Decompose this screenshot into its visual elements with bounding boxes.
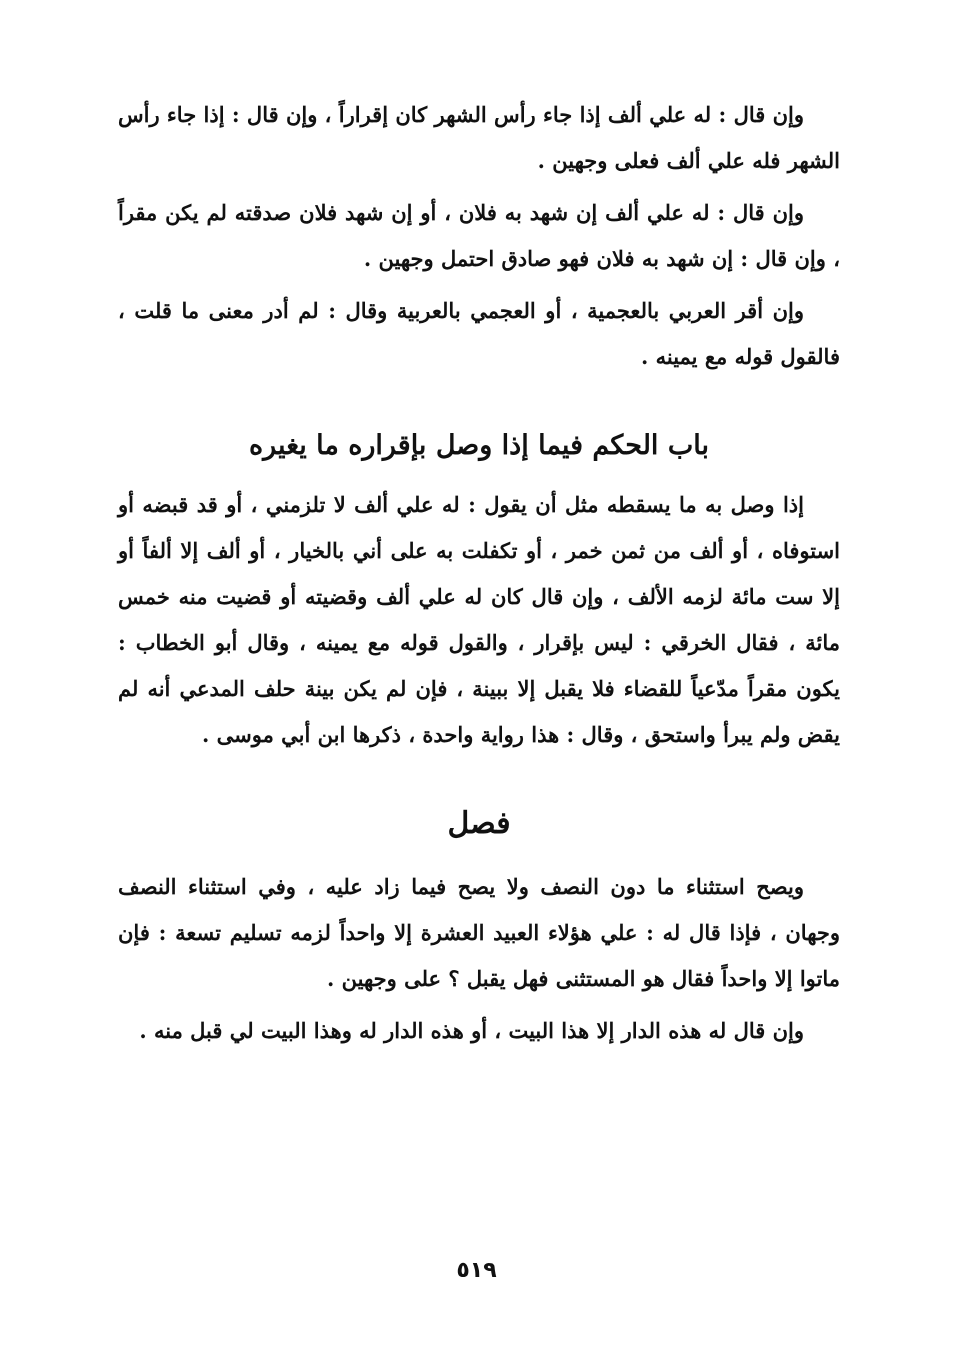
paragraph: وإن قال له هذه الدار إلا هذا البيت ، أو هذه الدار له وهذا البيت لي قبل منه . <box>139 1018 804 1043</box>
page-content <box>118 92 840 1060</box>
section-heading-bab: باب الحكم فيما إذا وصل بإقراره ما يغيره <box>249 430 709 461</box>
page-number: ٥١٩ <box>456 1258 497 1283</box>
paragraph: وإن قال : له علي ألف إن شهد به فلان ، أو إن شهد فلان صدقته لم يكن مقراً ، وإن قال : إن شهد به فلان فهو صادق احتمل وجهين . <box>118 200 840 271</box>
paragraph: وإن قال : له علي ألف إذا جاء رأس الشهر كان إقراراً ، وإن قال : إذا جاء رأس الشهر فله علي ألف فعلى وجهين . <box>118 102 840 173</box>
section-heading-fasl: فصل <box>447 806 511 841</box>
paragraph: ويصح استثناء ما دون النصف ولا يصح فيما زاد عليه ، وفي استثناء النصف وجهان ، فإذا قال له : علي هؤلاء العبيد العشرة إلا واحداً لزمه تسليم تسعة : فإن ماتوا إلا واحداً فقال هو المستثنى فهل يقبل ؟ على وجهين . <box>118 874 840 991</box>
paragraph: وإن أقر العربي بالعجمية ، أو العجمي بالعربية وقال : لم أدر معنى ما قلت ، فالقول قوله مع يمينه . <box>118 298 840 369</box>
paragraph: إذا وصل به ما يسقطه مثل أن يقول : له علي ألف لا تلزمني ، أو قد قبضه أو استوفاه ، أو ألف من ثمن خمر ، أو تكفلت به على أني بالخيار ، أو ألف إلا ألفاً أو إلا ست مائة لزمه الألف ، وإن قال كان له علي ألف وقضيته أو قضيت منه خمس مائة ، فقال الخرقي : ليس بإقرار ، والقول قوله مع يمينه ، وقال أبو الخطاب : يكون مقراً مدّعياً للقضاء فلا يقبل إلا ببينة ، فإن لم يكن بينة حلف المدعي أنه لم يقض ولم يبرأ واستحق ، وقال : هذا رواية واحدة ، ذكرها ابن أبي موسى . <box>118 492 840 747</box>
